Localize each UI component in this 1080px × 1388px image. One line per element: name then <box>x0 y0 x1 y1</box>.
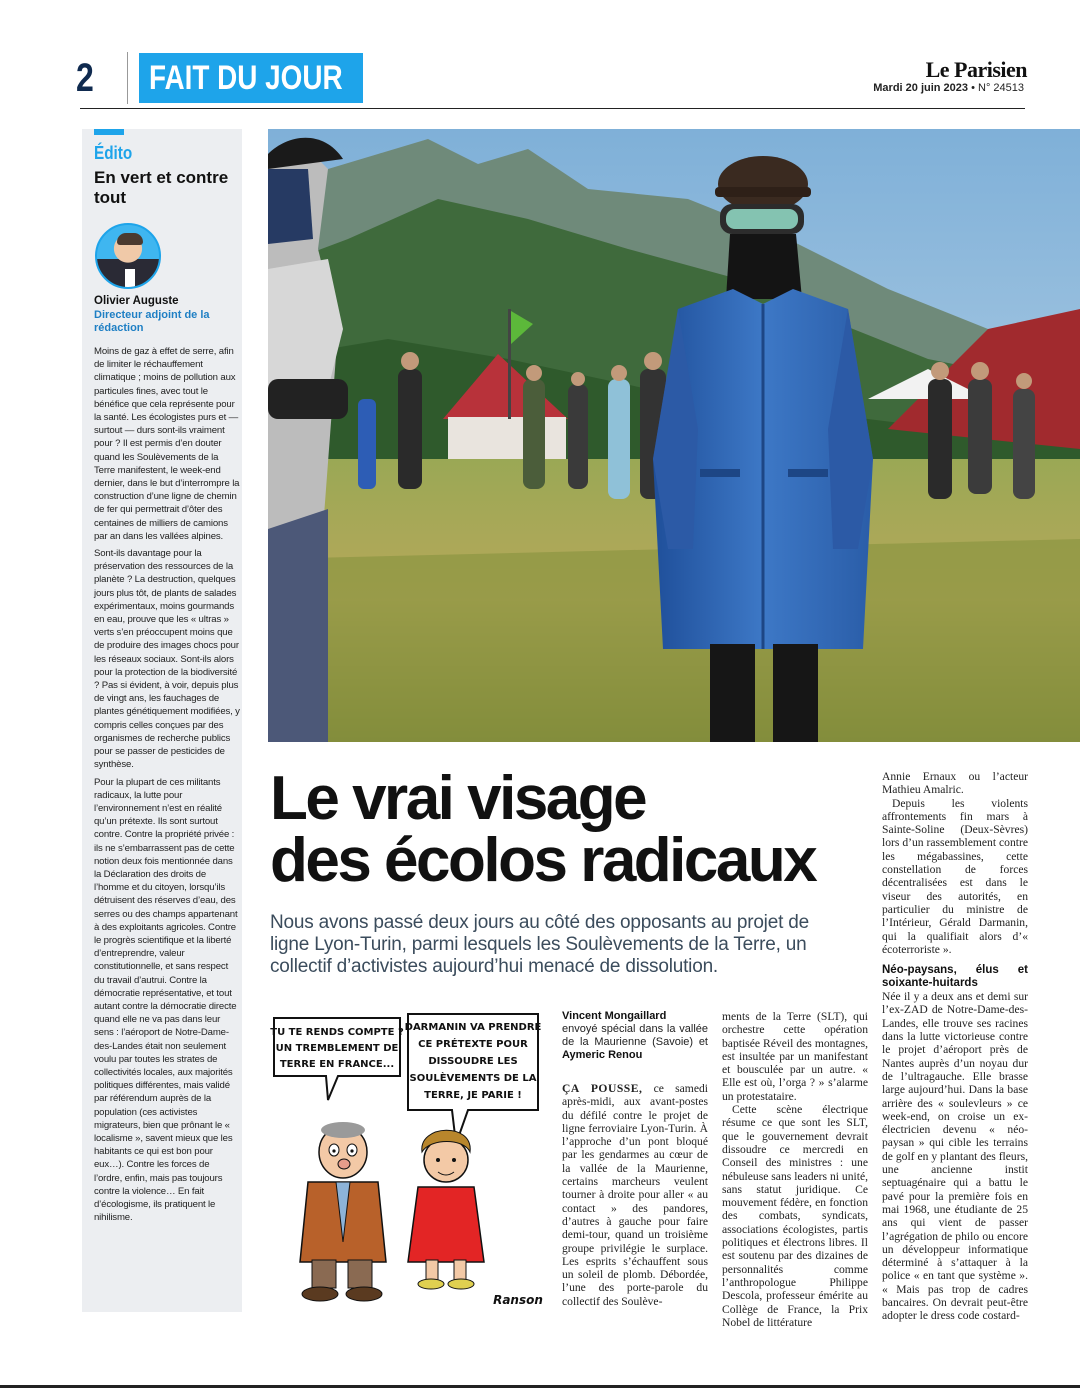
headline-line: Le vrai visage <box>270 764 646 833</box>
lead-text: ce samedi après-midi, aux avant-postes du défilé contre le projet de ligne ferroviaire Lyon-Turin. À l’approche d’un pont bloqué par les gendarmes au cœur de la vallée de la Maurienne, certains marcheurs veulent tourner à droite pour aller « au contact » des pandores, d’autres à gauche pour faire demi-tour, quand un troisième groupe privilégie le surplace. Les esprits s’échauffent sous un soleil de plomb. Débordée, l’une des porte-parole du collectif des Soulève- <box>562 1082 708 1308</box>
author-avatar <box>95 223 161 289</box>
lead-caps: ÇA POUSSE, <box>562 1082 643 1095</box>
article-paragraph: Née il y a deux ans et demi sur l’ex-ZAD de Notre-Dame-des-Landes, elle trouve ses racines dans la lutte victorieuse contre le projet d’aéroport près de Nantes auprès d’un noyau dur de l’ultragauche. Elle brasse large aujourd’hui. Dans la base arrière des « soulevleurs » ce week-end, on croise un ex-électricien devenu « néo-paysan » qui cible les terrains de golf en y plantant des fleurs, une ancienne instit septuagénaire qui a battu le pavé pour la première fois en mai 1968, une étudiante de 25 ans qui vient de passer l’agrégation de philo ou encore un développeur informatique déterminé à s’attaquer à la police « en tant que système ». « Mais pas trop de cadres bancaires. On devrait peut-être adopter le dress code costard- <box>882 990 1028 1323</box>
edito-paragraph: Sont-ils davantage pour la préservation des ressources de la planète ? La destruction, quelques jours plus tôt, de plants de salades expérimentaux, moins gourmands en eau, prouve que les « ultras » verts s’en préoccupent moins que de produire des images chocs pour les réseaux sociaux. Sont-ils alors pour la protection de la biodiversité ? Pas si évident, à voir, depuis plus de vingt ans, les fauchages de plantes génétiquement modifiées, y compris celles conçues par des organismes de recherche publics pour se passer de pesticides de synthèse. <box>94 548 240 771</box>
article-paragraph: ments de la Terre (SLT), qui orchestre cette opération baptisée Réveil des montagnes, est insultée par un manifestant et bousculée par un autre. « Elle est où, l’orga ? » s’alarme un protestataire. <box>722 1010 868 1103</box>
article-standfirst: Nous avons passé deux jours au côté des opposants au projet de ligne Lyon-Turin, parmi lesquels les Soulèvements de la Terre, un collectif d’activistes aujourd’hui menacé de dissolution. <box>270 912 809 977</box>
article-column-3 <box>882 770 1028 1323</box>
author-role: Directeur adjoint de la rédaction <box>94 309 210 334</box>
edito-paragraph: Pour la plupart de ces militants radicaux, la lutte pour l’environnement n’est en réalité qu’un prétexte. Ils sont surtout contre. Contre la propriété privée : ils ne s’embarrassent pas de cette notion deux fois mentionnée dans la Déclaration des droits de l’homme et du citoyen, lorsqu’ils détruisent des réserves d’eau, des serres ou des champs appartenant à des exploitants agricoles. Contre le progrès scientifique et la liberté d’entreprendre, valeur constitutionnelle, et sans respect du travail d’autrui. Contre la démocratie représentative, et tout autant contre la démocratie directe quand elle ne va pas dans leur sens : l’aéroport de Notre-Dame-des-Landes était non seulement voulu par toutes les strates de collectivités locales, aux majorités politiques différentes, mais validé par référendum auprès de la population (ces activistes migrateurs, bien que prônant le « localisme », savent mieux que les habitants ce qui est bon pour eux…). Contre les forces de l’ordre, enfin, mais pas toujours contre la violence… En fait d’écologisme, ils pratiquent le nihilisme. <box>94 776 238 1224</box>
bubble-right-line: SOULÈVEMENTS DE LA <box>409 1073 537 1084</box>
avatar-hair <box>117 233 143 245</box>
header-rule <box>80 108 1025 109</box>
edito-sidebar <box>82 129 242 1312</box>
headline-line: des écolos radicaux <box>270 826 816 895</box>
masthead-logo: Le Parisien <box>925 57 1027 82</box>
article-paragraph: Depuis les violents affrontements fin mars à Sainte-Soline (Deux-Sèvres) lors d’un rassemblement contre les mégabassines, cette constellation de forces décentralisées est dans le viseur des autorités, en particulier du ministre de l’Intérieur, Gérald Darmanin, qui la qualifiait alors d’« écoterroriste ». <box>882 796 1028 956</box>
section-banner <box>139 53 363 103</box>
article-column-2 <box>722 1010 868 1329</box>
article-column-1 <box>562 1010 708 1308</box>
article-paragraph: Cette scène électrique résume ce que sont les SLT, que le gouvernement devrait dissoudre ce mercredi en Conseil des ministres : une nébuleuse sans leaders ni unité, sans statut juridique. Ce mouvement fédère, en fonction des combats, syndicats, associations écologistes, partis politiques et électrons libres. Il est soutenu par des dizaines de personnalités comme l’anthropologue Philippe Descola, professeur émérite au Collège de France, la Prix Nobel de littérature <box>722 1103 868 1329</box>
page-number: 2 <box>76 56 94 100</box>
byline-role <box>562 1023 708 1062</box>
edito-accent-bar <box>94 129 124 135</box>
avatar-shirt <box>125 269 135 289</box>
editorial-cartoon <box>268 1012 550 1312</box>
issue-number: N° 24513 <box>978 82 1024 94</box>
headline <box>270 764 870 895</box>
author-name: Olivier Auguste <box>94 295 179 307</box>
article-subhead: Néo-paysans, élus et soixante-huitards <box>882 964 1028 990</box>
bubble-right-line: DARMANIN VA PRENDRE <box>404 1022 542 1033</box>
bubble-left-line: TU TE RENDS COMPTE ? <box>270 1027 404 1038</box>
byline-second-author: Aymeric Renou <box>562 1049 643 1061</box>
edito-body <box>94 345 240 1228</box>
cartoon-drawing <box>268 1012 550 1312</box>
byline-role-text: envoyé spécial dans la vallée de la Maurienne (Savoie) et <box>562 1023 708 1048</box>
lead-photo <box>268 129 1080 742</box>
edito-kicker: Édito <box>94 143 133 163</box>
header-divider <box>127 52 128 104</box>
protest-photo-illustration <box>268 129 1080 742</box>
bubble-left-line: UN TREMBLEMENT DE <box>275 1043 399 1054</box>
cartoon-signature: Ranson <box>493 1293 543 1307</box>
issue-line: Mardi 20 juin 2023 • N° 24513 <box>873 82 1024 94</box>
edito-title: En vert et contre tout <box>94 168 229 207</box>
section-label: FAIT DU JOUR <box>149 59 343 97</box>
article-lead-paragraph <box>562 1082 708 1308</box>
byline-name: Vincent Mongaillard <box>562 1010 667 1022</box>
issue-date: Mardi 20 juin 2023 <box>873 82 969 94</box>
bubble-left-line: TERRE EN FRANCE... <box>279 1059 395 1070</box>
bubble-right-line: CE PRÉTEXTE POUR <box>418 1039 528 1050</box>
article-paragraph: Annie Ernaux ou l’acteur Mathieu Amalric. <box>882 770 1028 797</box>
edito-paragraph: Moins de gaz à effet de serre, afin de limiter le réchauffement climatique ; moins de pollution aux particules fines, avec tout le bénéfice que cela représente pour la santé. Les écologistes purs et — surtout — durs sont-ils vraiment pour ? Il est permis d’en douter quand les Soulèvements de la Terre manifestent, le week-end dernier, dans le but d’interrompre la construction d’une ligne de chemin de fer qui permettrait d’ôter des centaines de milliers de camions par an dans les vallées alpines. <box>94 346 240 542</box>
bubble-right-line: TERRE, JE PARIE ! <box>424 1090 522 1101</box>
bubble-right-line: DISSOUDRE LES <box>428 1056 518 1067</box>
